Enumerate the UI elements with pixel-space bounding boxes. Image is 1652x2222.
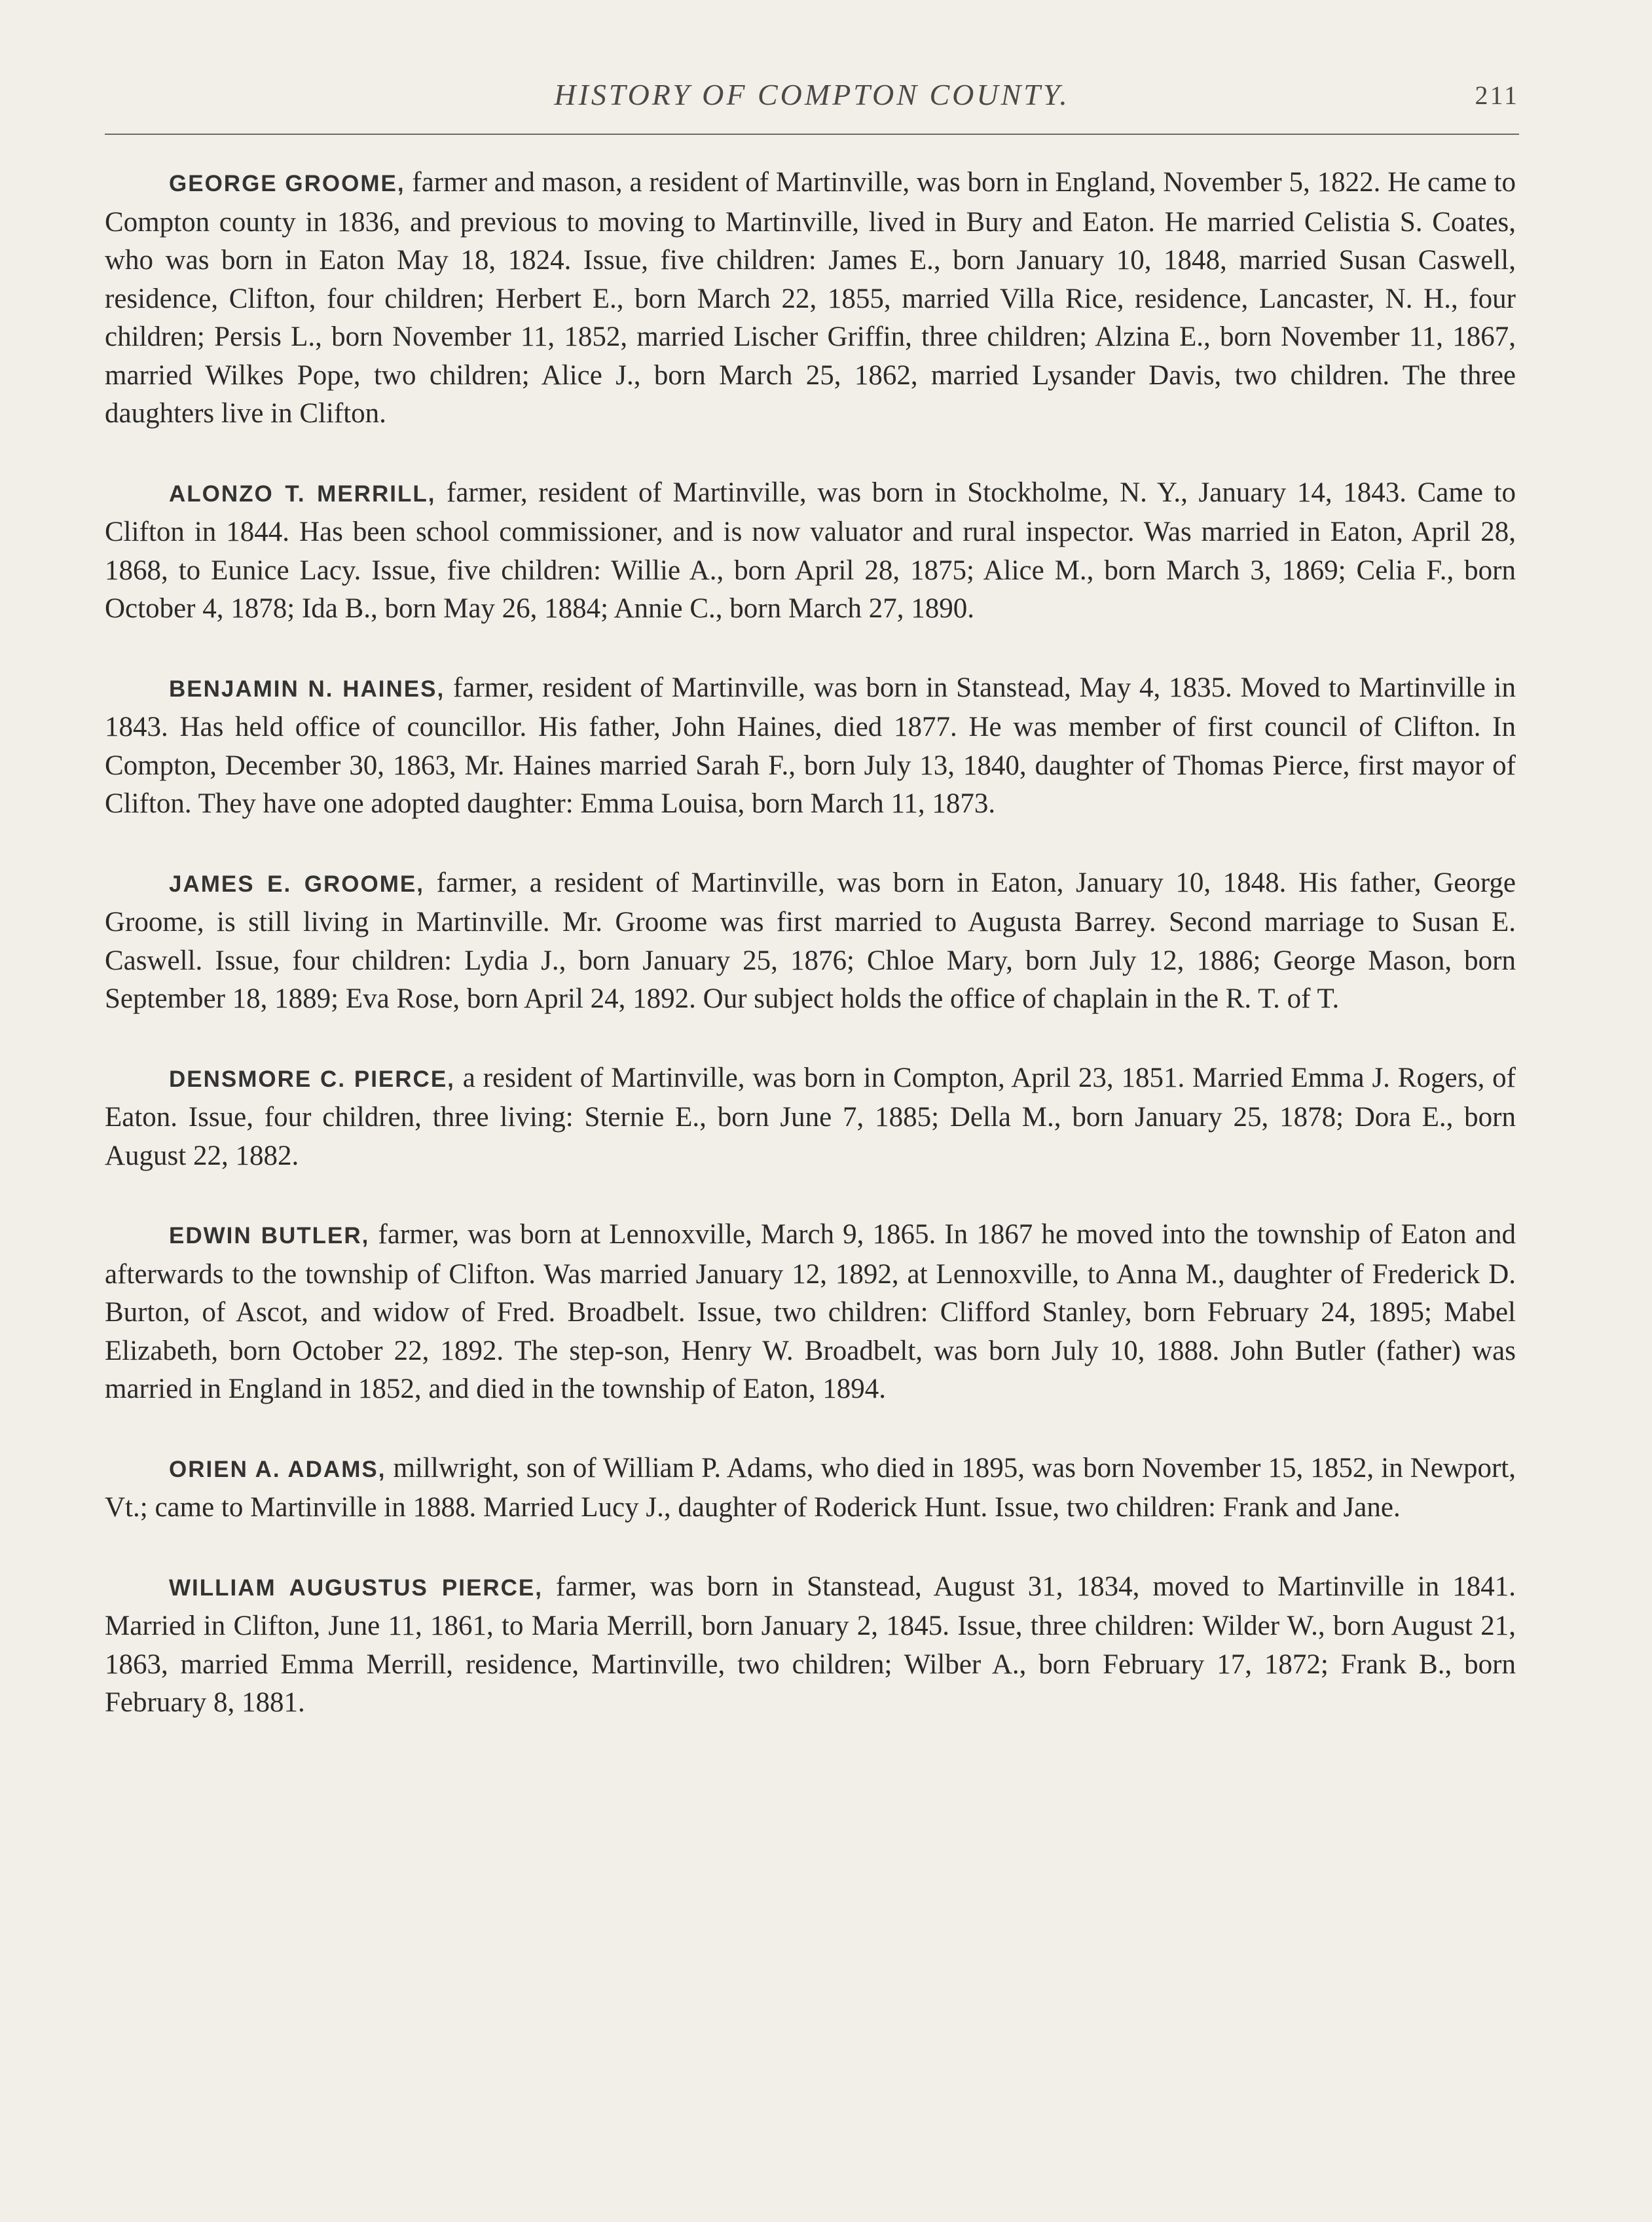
entry-name: GEORGE GROOME, <box>169 171 405 196</box>
biography-entry <box>105 164 1516 433</box>
biography-entry <box>105 474 1516 628</box>
entry-name: EDWIN BUTLER, <box>169 1223 370 1248</box>
entry-name: ORIEN A. ADAMS, <box>169 1456 386 1482</box>
running-head <box>105 77 1519 130</box>
biography-entry <box>105 1216 1516 1409</box>
biography-entry <box>105 1449 1516 1527</box>
entry-text: a resident of Martinville, was born in Compton, April 23, 1851. Married Emma J. Rogers, of Eaton. Issue, four children, three living: Sternie E., born June 7, 1885; Della M., born January 25, 1878; Dora E., born August 22, 1882. <box>105 1062 1516 1171</box>
entry-text: farmer and mason, a resident of Martinville, was born in England, November 5, 1822. He came to Compton county in 1836, and previous to moving to Martinville, lived in Bury and Eaton. He married Celistia S. Coates, who was born in Eaton May 18, 1824. Issue, five children: James E., born January 10, 1848, married Susan Caswell, residence, Clifton, four children; Herbert E., born March 22, 1855, married Villa Rice, residence, Lancaster, N. H., four children; Persis L., born November 11, 1852, married Lischer Griffin, three children; Alzina E., born November 11, 1867, married Wilkes Pope, two children; Alice J., born March 25, 1862, married Lysander Davis, two children. The three daughters live in Clifton. <box>105 167 1516 429</box>
biography-entries <box>105 164 1516 1763</box>
entry-text: farmer, was born at Lennoxville, March 9, 1865. In 1867 he moved into the township of Eaton and afterwards to the township of Clifton. Was married January 12, 1892, at Lennoxville, to Anna M., daughter of Frederick D. Burton, of Ascot, and widow of Fred. Broadbelt. Issue, two children: Clifford Stanley, born February 24, 1895; Mabel Elizabeth, born October 22, 1892. The step-son, Henry W. Broadbelt, was born July 10, 1888. John Butler (father) was married in England in 1852, and died in the township of Eaton, 1894. <box>105 1219 1516 1404</box>
entry-name: ALONZO T. MERRILL, <box>169 481 436 507</box>
biography-entry <box>105 669 1516 824</box>
header-rule <box>105 134 1519 135</box>
biography-entry <box>105 1568 1516 1722</box>
running-title: HISTORY OF COMPTON COUNTY. <box>554 78 1070 111</box>
entry-name: DENSMORE C. PIERCE, <box>169 1066 455 1092</box>
entry-text: farmer, resident of Martinville, was born in Stockholme, N. Y., January 14, 1843. Came to Clifton in 1844. Has been school commissioner, and is now valuator and rural inspector. Was married in Eaton, April 28, 1868, to Eunice Lacy. Issue, five children: Willie A., born April 28, 1875; Alice M., born March 3, 1869; Celia F., born October 4, 1878; Ida B., born May 26, 1884; Annie C., born March 27, 1890. <box>105 477 1516 624</box>
entry-name: BENJAMIN N. HAINES, <box>169 676 445 702</box>
biography-entry <box>105 864 1516 1019</box>
entry-name: WILLIAM AUGUSTUS PIERCE, <box>169 1575 543 1601</box>
entry-text: millwright, son of William P. Adams, who died in 1895, was born November 15, 1852, in Newport, Vt.; came to Martinville in 1888. Married Lucy J., daughter of Roderick Hunt. Issue, two children: Frank and Jane. <box>105 1452 1516 1523</box>
page-number: 211 <box>1475 81 1519 110</box>
entry-text: farmer, was born in Stanstead, August 31, 1834, moved to Martinville in 1841. Married in Clifton, June 11, 1861, to Maria Merrill, born January 2, 1845. Issue, three children: Wilder W., born August 21, 1863, married Emma Merrill, residence, Martinville, two children; Wilber A., born February 17, 1872; Frank B., born February 8, 1881. <box>105 1571 1516 1718</box>
entry-name: JAMES E. GROOME, <box>169 871 424 897</box>
entry-text: farmer, resident of Martinville, was born in Stanstead, May 4, 1835. Moved to Martinville in 1843. Has held office of councillor. His father, John Haines, died 1877. He was member of first council of Clifton. In Compton, December 30, 1863, Mr. Haines married Sarah F., born July 13, 1840, daughter of Thomas Pierce, first mayor of Clifton. They have one adopted daughter: Emma Louisa, born March 11, 1873. <box>105 672 1516 819</box>
entry-text: farmer, a resident of Martinville, was born in Eaton, January 10, 1848. His father, George Groome, is still living in Martinville. Mr. Groome was first married to Augusta Barrey. Second marriage to Susan E. Caswell. Issue, four children: Lydia J., born January 25, 1876; Chloe Mary, born July 12, 1886; George Mason, born September 18, 1889; Eva Rose, born April 24, 1892. Our subject holds the office of chaplain in the R. T. of T. <box>105 867 1516 1014</box>
biography-entry <box>105 1059 1516 1176</box>
